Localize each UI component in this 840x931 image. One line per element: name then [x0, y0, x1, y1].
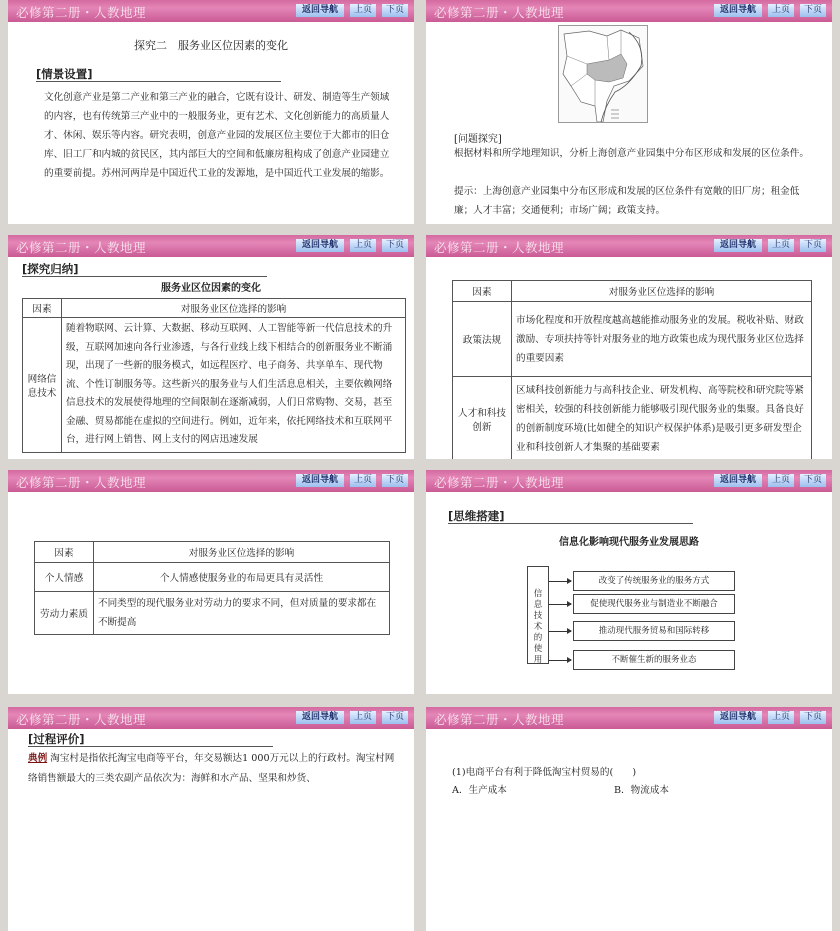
table-row [453, 377, 812, 460]
next-page-button[interactable]: 下页 [800, 711, 826, 724]
hint-text: 提示：上海创意产业园集中分布区形成和发展的区位条件有宽敞的旧厂房；租金低廉；人才丰富；交通便利；市场广阔；政策支持。 [454, 186, 800, 216]
factor-table [452, 280, 812, 459]
example-label: 典例 [28, 753, 48, 764]
factor-cell: 政策法规 [453, 302, 512, 377]
effect-cell: 个人情感使服务业的布局更具有灵活性 [94, 563, 390, 592]
table-title: 服务业区位因素的变化 [161, 283, 261, 294]
next-page-button[interactable]: 下页 [382, 474, 408, 487]
slide-header [8, 235, 414, 257]
slide-5 [8, 470, 414, 694]
example-paragraph [28, 749, 398, 789]
slide-6 [426, 470, 832, 694]
factor-table [34, 541, 390, 635]
target-box-2: 促使现代服务业与制造业不断融合 [573, 594, 735, 614]
slide-2 [426, 0, 832, 224]
slide-header [426, 470, 832, 492]
header-title: 必修第二册・人教地理 [434, 5, 565, 20]
section-underline [28, 746, 273, 747]
question-text: (1)电商平台有利于降低淘宝村贸易的( ) [452, 767, 637, 778]
option-a: A．生产成本 [452, 785, 507, 796]
effect-cell: 市场化程度和开放程度越高越能推动服务业的发展。税收补贴、财政激励、专项扶持等针对服务业的地方政策也成为现代服务业区位选择的重要因素 [512, 302, 812, 377]
col-header-effect: 对服务业区位选择的影响 [62, 299, 406, 318]
option-b: B．物流成本 [614, 785, 670, 796]
header-title: 必修第二册・人教地理 [16, 5, 147, 20]
effect-cell: 随着物联网、云计算、大数据、移动互联网、人工智能等新一代信息技术的升级，互联网加速向各行业渗透，与各行业线上线下相结合的创新服务业不断涌现，出现了一些新的服务模式，如远程医疗、电子商务、共享单车、现代物流、个性订制服务等。这些新兴的服务业与人们生活息息相关，主要依赖网络信息技术的发展使得地理的空间限制在逐渐减弱，人们日常购物、交易，甚至金融、贸易都能在虚拟的空间进行。例如，近年来，依托网络技术和互联网平台，进行网上销售、网上支付的网店迅速发展 [62, 318, 406, 453]
section-label: [过程评价] [28, 732, 85, 746]
arrow-icon [549, 631, 571, 632]
back-to-nav-button[interactable]: 返回导航 [296, 4, 344, 17]
section-underline [36, 81, 281, 82]
prev-page-button[interactable]: 上页 [768, 4, 794, 17]
target-box-1: 改变了传统服务业的服务方式 [573, 571, 735, 591]
target-box-4: 不断催生新的服务业态 [573, 650, 735, 670]
factor-cell: 人才和科技创新 [453, 377, 512, 460]
next-page-button[interactable]: 下页 [800, 239, 826, 252]
section-label: [探究归纳] [22, 262, 79, 276]
slide-7 [8, 707, 414, 931]
back-to-nav-button[interactable]: 返回导航 [296, 239, 344, 252]
back-to-nav-button[interactable]: 返回导航 [714, 711, 762, 724]
table-row [35, 592, 390, 635]
next-page-button[interactable]: 下页 [800, 4, 826, 17]
effect-cell: 不同类型的现代服务业对劳动力的要求不同，但对质量的要求都在不断提高 [94, 592, 390, 635]
prev-page-button[interactable]: 上页 [350, 4, 376, 17]
factor-table [22, 298, 406, 453]
back-to-nav-button[interactable]: 返回导航 [296, 711, 344, 724]
section-label: [思维搭建] [448, 509, 505, 523]
section-label: [问题探究] [454, 134, 502, 145]
table-row [35, 563, 390, 592]
back-to-nav-button[interactable]: 返回导航 [296, 474, 344, 487]
slide-header [8, 470, 414, 492]
header-title: 必修第二册・人教地理 [434, 240, 565, 255]
slide-header [426, 235, 832, 257]
header-title: 必修第二册・人教地理 [16, 475, 147, 490]
source-box-label: 信息技术的使用 [533, 589, 543, 665]
example-text: 淘宝村是指依托淘宝电商等平台，年交易额达1 000万元以上的行政村。淘宝村网络销售额最大的三类农副产品依次为：海鲜和水产品、坚果和炒货、 [28, 753, 395, 784]
slide-3 [8, 235, 414, 459]
effect-cell: 区域科技创新能力与高科技企业、研发机构、高等院校和研究院等紧密相关，较强的科技创新能力能够吸引现代服务业的集聚。具备良好的创新制度环境(比如健全的知识产权保护体系)是吸引更多研发型企业和科技创新人才集聚的基础要素 [512, 377, 812, 460]
section-underline [448, 523, 693, 524]
prev-page-button[interactable]: 上页 [768, 239, 794, 252]
table-row [23, 318, 406, 453]
factor-cell: 劳动力素质 [35, 592, 94, 635]
header-title: 必修第二册・人教地理 [434, 712, 565, 727]
header-title: 必修第二册・人教地理 [16, 712, 147, 727]
factor-cell: 个人情感 [35, 563, 94, 592]
col-header-factor: 因素 [453, 281, 512, 302]
table-row [453, 302, 812, 377]
col-header-effect: 对服务业区位选择的影响 [94, 542, 390, 563]
col-header-factor: 因素 [35, 542, 94, 563]
col-header-effect: 对服务业区位选择的影响 [512, 281, 812, 302]
back-to-nav-button[interactable]: 返回导航 [714, 4, 762, 17]
prev-page-button[interactable]: 上页 [768, 474, 794, 487]
map-icon [559, 26, 647, 122]
arrow-icon [549, 660, 571, 661]
slide-header [8, 707, 414, 729]
prev-page-button[interactable]: 上页 [350, 711, 376, 724]
col-header-factor: 因素 [23, 299, 62, 318]
prev-page-button[interactable]: 上页 [768, 711, 794, 724]
slide-4 [426, 235, 832, 459]
section-underline [22, 276, 267, 277]
section-label: [情景设置] [36, 67, 93, 81]
next-page-button[interactable]: 下页 [382, 711, 408, 724]
next-page-button[interactable]: 下页 [800, 474, 826, 487]
next-page-button[interactable]: 下页 [382, 4, 408, 17]
factor-cell: 网络信息技术 [23, 318, 62, 453]
arrow-icon [549, 604, 571, 605]
back-to-nav-button[interactable]: 返回导航 [714, 474, 762, 487]
prev-page-button[interactable]: 上页 [350, 239, 376, 252]
target-box-3: 推动现代服务贸易和国际转移 [573, 621, 735, 641]
arrow-icon [549, 581, 571, 582]
source-box [527, 566, 549, 664]
slide-header [426, 707, 832, 729]
slide-header [8, 0, 414, 22]
shanghai-map-image [558, 25, 648, 123]
page-title: 探究二 服务业区位因素的变化 [134, 39, 288, 52]
slide-1 [8, 0, 414, 224]
scenario-paragraph: 文化创意产业是第二产业和第三产业的融合，它既有设计、研发、制造等生产领域的内容，也有传统第三产业中的一般服务业，更有艺术、文化创新能力的高质量人才、休闲、娱乐等内容。研究表明，创意产业园的发展区位主要位于大都市的旧仓库、旧工厂和内城的贫民区，其内部巨大的空间和低廉房租构成了创意产业园建立的重要前提。苏州河两岸是中国近代工业的发源地，是中国近代工业发展的缩影。 [44, 92, 390, 179]
slide-8 [426, 707, 832, 931]
diagram-title: 信息化影响现代服务业发展思路 [559, 537, 699, 548]
slide-header [426, 0, 832, 22]
header-title: 必修第二册・人教地理 [16, 240, 147, 255]
question-text: 根据材料和所学地理知识，分析上海创意产业园集中分布区形成和发展的区位条件。 [454, 148, 809, 159]
prev-page-button[interactable]: 上页 [350, 474, 376, 487]
header-title: 必修第二册・人教地理 [434, 475, 565, 490]
next-page-button[interactable]: 下页 [382, 239, 408, 252]
back-to-nav-button[interactable]: 返回导航 [714, 239, 762, 252]
